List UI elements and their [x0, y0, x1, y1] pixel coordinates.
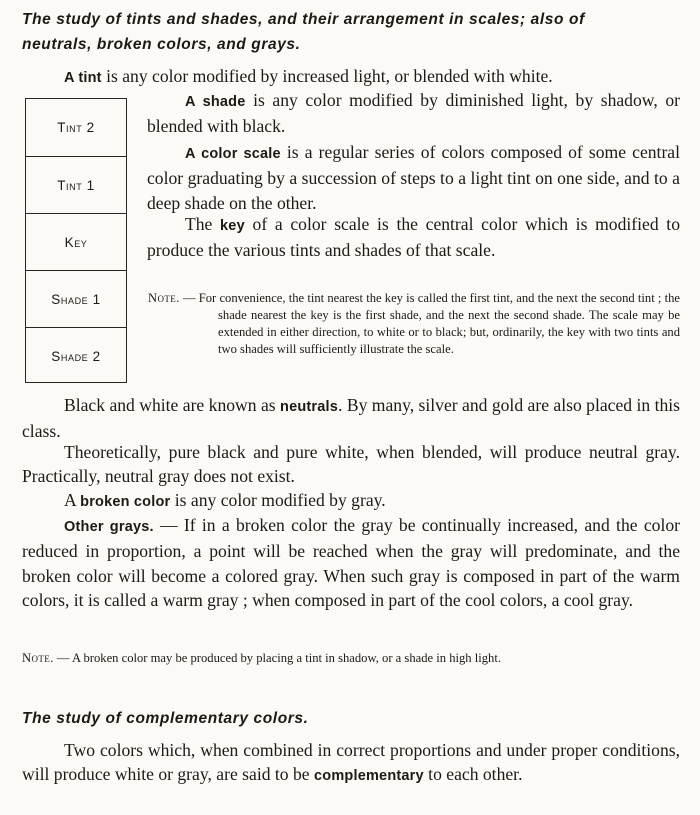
scale-note: Note. — For convenience, the tint nearest the key is called the first tint, and the next the second tint ; the shade nearest the key is the first shade, and the next the second shade. The scale may be extended in either direction, to white or to black; but, ordinarily, the key with two tints and two shades will sufficiently illustrate the scale. [148, 291, 680, 356]
scale-cell-tint-2: Tint 2 [57, 120, 95, 135]
key-paragraph: The key of a color scale is the central color which is modified to produce the various tints and shades of that scale. [147, 214, 680, 261]
section-heading-line-2: neutrals, broken colors, and grays. [22, 36, 301, 53]
broken-color-note: Note. — A broken color may be produced by placing a tint in shadow, or a shade in high light. [22, 651, 501, 665]
color-scale-paragraph: A color scale is a regular series of colors composed of some central color graduating by a succession of steps to a light tint on one side, and to a deep shade on the other. [147, 142, 680, 213]
other-grays-paragraph: Other grays. — If in a broken color the gray be continually increased, and the color reduced in proportion, a point will be reached when the gray will predominate, and the broken color will become a colored gray. When such gray is composed in part of the warm colors, it is called a warm gray ; when composed in part of the cool colors, a cool gray. [22, 515, 680, 611]
other-grays-term: Other grays. [64, 519, 154, 535]
note-label: Note. [22, 651, 54, 665]
section-heading [22, 7, 678, 57]
broken-color-term: broken color [80, 494, 171, 510]
color-scale-diagram [25, 98, 127, 383]
complementary-term: complementary [314, 768, 424, 785]
broken-color-paragraph: A broken color is any color modified by gray. [64, 490, 386, 510]
complementary-heading: The study of complementary colors. [22, 710, 309, 727]
scale-cell-key: Key [26, 213, 126, 270]
scale-cell-shade-2: Shade 2 [26, 327, 126, 384]
tint-term: A tint [64, 70, 102, 86]
key-term: key [220, 218, 245, 234]
complementary-paragraph: Two colors which, when combined in correct proportions and under proper conditions, will produce white or gray, are said to be complementary to each other. [22, 740, 680, 785]
scale-cell-tint-1: Tint 1 [26, 156, 126, 213]
neutrals-paragraph: Black and white are known as neutrals. By many, silver and gold are also placed in this class. [22, 395, 680, 442]
tint-paragraph: A tint is any color modified by increased light, or blended with white. [64, 66, 553, 86]
shade-paragraph: A shade is any color modified by diminished light, by shadow, or blended with black. [147, 90, 680, 137]
color-scale-term: A color scale [185, 146, 281, 162]
shade-term: A shade [185, 94, 246, 110]
section-heading-line-1: The study of tints and shades, and their arrangement in scales; also of [22, 11, 585, 28]
neutrals-term: neutrals [280, 399, 339, 415]
note-label: Note. [148, 291, 180, 305]
theoretical-paragraph: Theoretically, pure black and pure white, when blended, will produce neutral gray. Practically, neutral gray does not exist. [22, 442, 680, 487]
scale-cell-shade-1: Shade 1 [26, 270, 126, 327]
